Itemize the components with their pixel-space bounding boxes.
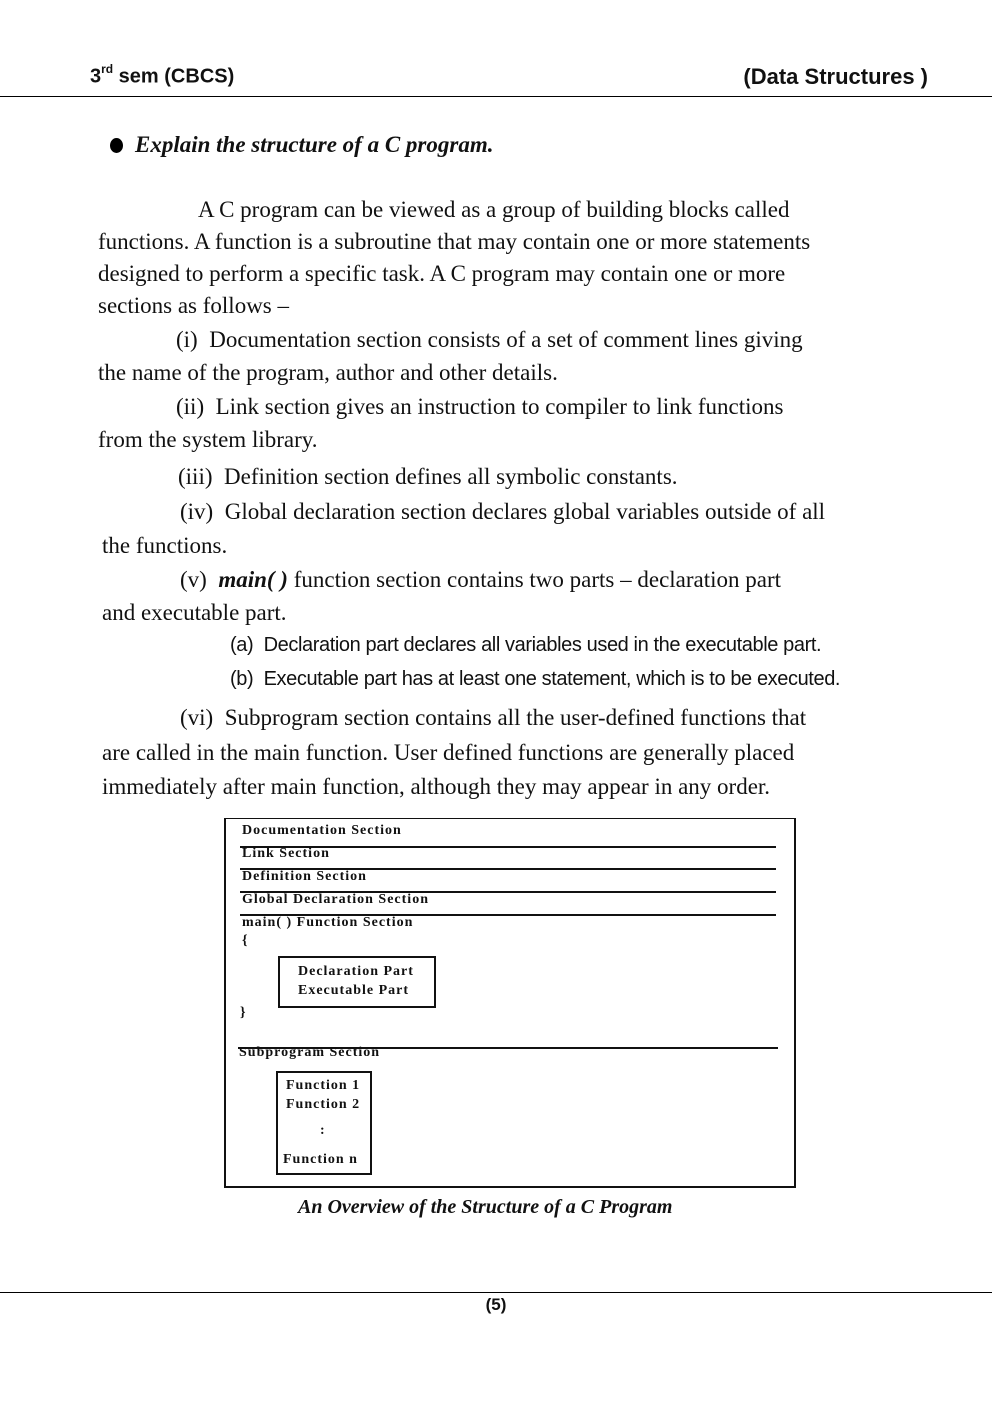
item-i [176,324,803,356]
header-semester [90,64,234,89]
item-v-continued: and executable part. [102,600,287,625]
item-v [180,564,781,596]
diagram-ellipsis: : [320,1123,326,1138]
header-semester-rest: sem (CBCS) [113,65,235,88]
intro-line-1: A C program can be viewed as a group of building blocks called [198,197,790,222]
footer-divider [0,1292,992,1293]
item-text: Global declaration section declares global variables outside of all [224,499,826,524]
sub-item-number: (b) [230,668,254,690]
diagram-executable-part: Executable Part [298,983,410,998]
item-i-continued: the name of the program, author and other details. [98,360,558,385]
bullet-icon [110,138,123,153]
diagram-subprogram-section: Subprogram Section [239,1045,381,1060]
diagram-open-brace: { [242,933,249,948]
diagram-documentation-section: Documentation Section [242,823,402,838]
sub-item-text: Declaration part declares all variables used in the executable part. [263,634,822,656]
item-vi-line-2: are called in the main function. User defined functions are generally placed [102,740,795,765]
item-vi-line-3: immediately after main function, although they may appear in any order. [102,774,771,799]
item-text: function section contains two parts – declaration part [287,567,782,592]
intro-line-2: functions. A function is a subroutine that may contain one or more statements [98,229,811,254]
item-text: Definition section defines all symbolic constants. [224,464,678,489]
diagram-function-1: Function 1 [286,1078,361,1093]
item-ii [176,391,784,423]
item-ii-continued: from the system library. [98,427,318,452]
header-semester-suffix: rd [101,62,114,76]
diagram-main-function-section: main( ) Function Section [242,915,414,930]
item-iii [178,461,678,493]
item-number: (iii) [178,464,213,489]
intro-line-3: designed to perform a specific task. A C program may contain one or more [98,261,786,286]
item-text: Documentation section consists of a set of comment lines giving [209,327,803,352]
c-program-structure-diagram [224,818,796,1188]
header-subject: (Data Structures ) [743,64,928,89]
item-number: (iv) [180,499,214,524]
diagram-function-2: Function 2 [286,1097,361,1112]
functions-box [276,1071,372,1175]
question-text: Explain the structure of a C program. [135,132,494,157]
sub-item-a [230,634,821,657]
item-emphasis: main( ) [218,567,288,592]
diagram-link-section: Link Section [242,846,330,861]
declaration-executable-box [278,956,436,1008]
item-text: Link section gives an instruction to compiler to link functions [215,394,784,419]
item-iv-continued: the functions. [102,533,228,558]
item-vi [180,702,806,734]
intro-line-4: sections as follows – [98,293,290,318]
question-heading [110,132,493,158]
diagram-declaration-part: Declaration Part [298,964,414,979]
diagram-definition-section: Definition Section [242,869,367,884]
item-number: (vi) [180,705,214,730]
header-divider [0,96,992,97]
item-number: (v) [180,567,207,592]
item-text: Subprogram section contains all the user-defined functions that [224,705,807,730]
diagram-function-n: Function n [283,1152,358,1167]
diagram-caption: An Overview of the Structure of a C Program [298,1196,673,1218]
sub-item-number: (a) [230,634,254,656]
page-number: (5) [485,1295,507,1314]
sub-item-b [230,668,840,691]
diagram-global-declaration-section: Global Declaration Section [242,892,429,907]
item-iv [180,496,825,528]
diagram-close-brace: } [240,1005,247,1020]
item-number: (ii) [176,394,205,419]
header-semester-number: 3 [90,65,102,88]
sub-item-text: Executable part has at least one statement, which is to be executed. [263,668,841,690]
item-number: (i) [176,327,198,352]
